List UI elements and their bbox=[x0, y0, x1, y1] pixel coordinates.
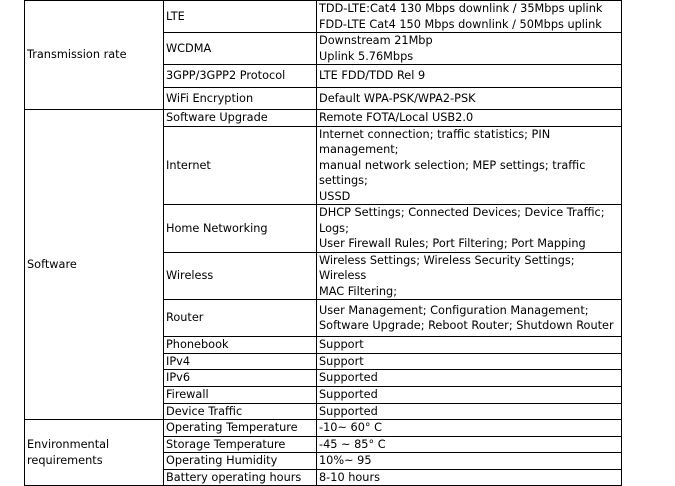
value-cell bbox=[317, 205, 622, 253]
table-row bbox=[25, 1, 622, 33]
value-line: User Management; Configuration Management; bbox=[319, 303, 589, 317]
value-line: Downstream 21Mbp bbox=[319, 34, 433, 47]
category-label: requirements bbox=[27, 453, 103, 467]
feature-cell: Router bbox=[164, 300, 317, 337]
value-line: Supported bbox=[319, 387, 378, 401]
value-cell bbox=[317, 252, 622, 300]
value-line: FDD-LTE Cat4 150 Mbps downlink / 50Mbps uplink bbox=[319, 17, 602, 31]
value-cell bbox=[317, 33, 622, 65]
feature-cell: Operating Temperature bbox=[164, 420, 317, 437]
value-cell bbox=[317, 436, 622, 453]
value-line: DHCP Settings; Connected Devices; Device Traffic; Logs; bbox=[319, 206, 605, 235]
feature-cell: Software Upgrade bbox=[164, 110, 317, 127]
value-line: Default WPA-PSK/WPA2-PSK bbox=[319, 91, 476, 105]
spec-table-body bbox=[25, 1, 622, 486]
feature-cell: Storage Temperature bbox=[164, 436, 317, 453]
feature-cell: IPv6 bbox=[164, 370, 317, 387]
value-line: -10~ 60° C bbox=[319, 421, 383, 434]
value-line: LTE FDD/TDD Rel 9 bbox=[319, 69, 426, 83]
value-cell bbox=[317, 353, 622, 370]
feature-cell: Internet bbox=[164, 126, 317, 205]
table-row bbox=[25, 110, 622, 127]
feature-cell: WCDMA bbox=[164, 33, 317, 65]
value-line: manual network selection; MEP settings; traffic settings; bbox=[319, 158, 586, 187]
value-cell bbox=[317, 337, 622, 354]
feature-cell: Battery operating hours bbox=[164, 469, 317, 486]
value-cell bbox=[317, 88, 622, 110]
value-line: 10%~ 95 bbox=[319, 454, 372, 467]
value-line: Supported bbox=[319, 404, 378, 418]
category-label: Environmental bbox=[27, 438, 110, 451]
feature-cell: Device Traffic bbox=[164, 403, 317, 420]
value-line: 8-10 hours bbox=[319, 470, 380, 484]
category-cell bbox=[25, 110, 164, 420]
category-label: Transmission rate bbox=[27, 48, 127, 62]
feature-cell: 3GPP/3GPP2 Protocol bbox=[164, 65, 317, 88]
feature-cell: IPv4 bbox=[164, 353, 317, 370]
value-line: -45 ~ 85° C bbox=[319, 437, 386, 451]
value-line: User Firewall Rules; Port Filtering; Port Mapping bbox=[319, 237, 586, 250]
category-cell bbox=[25, 1, 164, 110]
value-cell bbox=[317, 386, 622, 403]
value-line: MAC Filtering; bbox=[319, 284, 398, 298]
value-cell bbox=[317, 469, 622, 486]
value-line: Remote FOTA/Local USB2.0 bbox=[319, 111, 474, 124]
value-line: Internet connection; traffic statistics; PIN management; bbox=[319, 127, 551, 156]
value-line: TDD-LTE:Cat4 130 Mbps downlink / 35Mbps uplink bbox=[319, 2, 603, 15]
value-cell bbox=[317, 403, 622, 420]
value-line: Uplink 5.76Mbps bbox=[319, 49, 414, 63]
category-label: Software bbox=[27, 257, 77, 271]
feature-cell: Firewall bbox=[164, 386, 317, 403]
category-cell bbox=[25, 420, 164, 486]
value-line: Wireless Settings; Wireless Security Settings; Wireless bbox=[319, 253, 575, 282]
value-cell bbox=[317, 453, 622, 470]
feature-cell: LTE bbox=[164, 1, 317, 33]
feature-cell: WiFi Encryption bbox=[164, 88, 317, 110]
value-cell bbox=[317, 370, 622, 387]
spec-table bbox=[24, 0, 622, 486]
value-cell bbox=[317, 110, 622, 127]
value-cell bbox=[317, 1, 622, 33]
value-line: Support bbox=[319, 354, 364, 368]
value-cell bbox=[317, 300, 622, 337]
value-line: USSD bbox=[319, 189, 351, 203]
value-cell bbox=[317, 65, 622, 88]
value-line: Supported bbox=[319, 371, 378, 384]
feature-cell: Wireless bbox=[164, 252, 317, 300]
feature-cell: Phonebook bbox=[164, 337, 317, 354]
feature-cell: Operating Humidity bbox=[164, 453, 317, 470]
value-line: Software Upgrade; Reboot Router; Shutdown Router bbox=[319, 319, 614, 332]
value-cell bbox=[317, 126, 622, 205]
feature-cell: Home Networking bbox=[164, 205, 317, 253]
value-line: Support bbox=[319, 338, 364, 351]
